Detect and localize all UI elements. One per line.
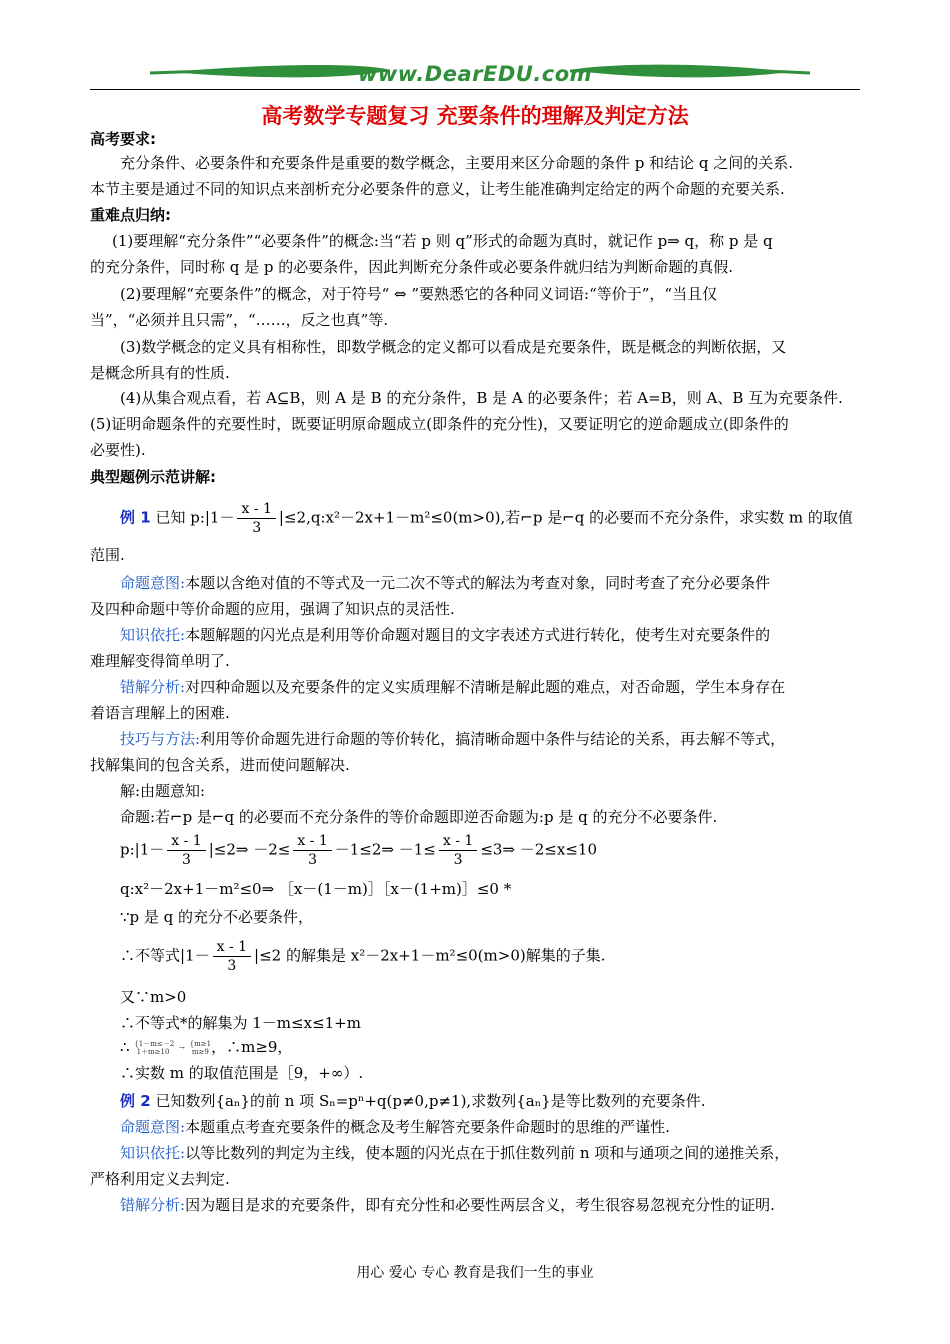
example1-basis-b: 难理解变得简单明了. <box>90 652 230 670</box>
example2-intent <box>120 1116 670 1138</box>
example1-statement <box>120 500 853 537</box>
p-part-c: －1≤2⇒ －1≤ <box>334 840 436 859</box>
solution-also: 又∵m>0 <box>120 988 187 1006</box>
example2-basis-b: 严格利用定义去判定. <box>90 1170 230 1188</box>
solution-proposition: 命题:若⌐p 是⌐q 的必要而不充分条件的等价命题即逆否命题为:p 是 q 的充分不必要条件. <box>120 808 718 826</box>
fraction <box>439 832 477 869</box>
method-text: 利用等价命题先进行命题的等价转化，搞清晰命题中条件与结论的关系，再去解不等式， <box>200 730 786 748</box>
solution-because: ∵p 是 q 的充分不必要条件， <box>120 908 314 926</box>
error-text: 对四种命题以及充要条件的定义实质理解不清晰是解此题的难点，对否命题，学生本身存在 <box>185 678 786 696</box>
key-point-4: (4)从集合观点看，若 A⊆B，则 A 是 B 的充分条件，B 是 A 的必要条件；若 A=B，则 A、B 互为充要条件. <box>120 389 843 407</box>
solution-therefore-3 <box>120 1036 292 1058</box>
fraction-denominator: 3 <box>453 852 463 868</box>
fraction <box>237 500 275 537</box>
basis-tag: 知识依托: <box>120 1144 186 1162</box>
example2-statement <box>120 1090 706 1112</box>
heading-requirements: 高考要求: <box>90 130 156 148</box>
header-rule <box>90 89 860 90</box>
system-left-row-2: 1＋m≥10 <box>136 1048 170 1056</box>
example1-label: 例 1 <box>120 508 151 527</box>
inequality-system-left: {1－m≤－2 1＋m≥10 <box>134 1040 175 1056</box>
fraction-denominator: 3 <box>308 852 317 868</box>
method-tag: 技巧与方法: <box>120 730 201 748</box>
solution-q-derivation: q:x²－2x+1－m²≤0⇒ ［x－(1－m)］［x－(1+m)］≤0 * <box>120 880 512 898</box>
req-line-1: 充分条件、必要条件和充要条件是重要的数学概念，主要用来区分命题的条件 p 和结论 q 之间的关系. <box>120 154 794 172</box>
fraction-numerator: x - 1 <box>237 500 275 519</box>
example1-intent <box>120 572 770 594</box>
example1-stmt-c: 范围. <box>90 546 125 564</box>
fraction <box>213 938 251 975</box>
example2-label: 例 2 <box>120 1092 151 1110</box>
example2-stmt: 已知数列{aₙ}的前 n 项 Sₙ=pⁿ+q(p≠0,p≠1),求数列{aₙ}是等比数列的充要条件. <box>155 1092 706 1110</box>
solution-intro: 解:由题意知: <box>120 782 206 800</box>
inequality-system-right: {m≥1 m≥9 <box>189 1040 212 1056</box>
fraction-numerator: x - 1 <box>439 832 477 851</box>
intent-text: 本题重点考查充要条件的概念及考生解答充要条件命题时的思维的严谨性. <box>185 1118 670 1136</box>
fraction-denominator: 3 <box>252 520 262 536</box>
fraction-numerator: x - 1 <box>167 832 205 851</box>
fraction <box>167 832 205 869</box>
key-point-1a: (1)要理解“充分条件”“必要条件”的概念:当“若 p 则 q”形式的命题为真时，就记作 p⇒ q，称 p 是 q <box>112 232 773 250</box>
key-point-3b: 是概念所具有的性质. <box>90 364 230 382</box>
fraction <box>293 832 331 869</box>
example1-stmt-a: 已知 p:|1－ <box>155 508 235 527</box>
error-text: 因为题目是求的充要条件，即有充分性和必要性两层含义，考生很容易忽视充分性的证明. <box>185 1196 775 1214</box>
fraction-denominator: 3 <box>182 852 191 868</box>
intent-tag: 命题意图: <box>120 574 186 592</box>
p-part-a: p:|1－ <box>120 840 165 859</box>
basis-text: 本题解题的闪光点是利用等价命题对题目的文字表述方式进行转化，使考生对充要条件的 <box>185 626 771 644</box>
example1-method-b: 找解集间的包含关系，进而使问题解决. <box>90 756 350 774</box>
basis-tag: 知识依托: <box>120 626 186 644</box>
implies-arrow: → <box>179 1044 185 1052</box>
therefore3-b: ，∴m≥9， <box>211 1038 293 1056</box>
page-title: 高考数学专题复习 充要条件的理解及判定方法 <box>261 104 689 128</box>
error-tag: 错解分析: <box>120 678 186 696</box>
solution-therefore-2: ∴不等式*的解集为 1－m≤x≤1+m <box>120 1014 361 1032</box>
fraction-denominator: 3 <box>227 958 237 974</box>
key-point-2a: (2)要理解“充要条件”的概念，对于符号“ ⇔ ”要熟悉它的各种同义词语:“等价于”，“当且仅 <box>120 285 718 303</box>
heading-examples: 典型题例示范讲解: <box>90 468 216 486</box>
req-line-2: 本节主要是通过不同的知识点来剖析充分必要条件的意义，让考生能准确判定给定的两个命题的充要关系. <box>90 180 785 198</box>
solution-therefore-1 <box>120 938 606 975</box>
therefore1-b: |≤2 的解集是 x²－2x+1－m²≤0(m>0)解集的子集. <box>254 946 606 965</box>
p-part-b: |≤2⇒ －2≤ <box>208 840 291 859</box>
solution-answer: ∴实数 m 的取值范围是［9，+∞）. <box>120 1064 364 1082</box>
example1-error <box>120 676 785 698</box>
example1-method <box>120 728 785 750</box>
fraction-numerator: x - 1 <box>293 832 331 851</box>
key-point-1b: 的充分条件，同时称 q 是 p 的必要条件，因此判断充分条件或必要条件就归结为判断命题的真假. <box>90 258 734 276</box>
example1-basis <box>120 624 770 646</box>
system-left-row-1: 1－m≤－2 <box>138 1040 175 1048</box>
therefore1-a: ∴不等式|1－ <box>120 946 210 965</box>
key-point-3a: (3)数学概念的定义具有相称性，即数学概念的定义都可以看成是充要条件，既是概念的判断依据，又 <box>120 338 787 356</box>
heading-key-points: 重难点归纳: <box>90 206 171 224</box>
example1-intent-b: 及四种命题中等价命题的应用，强调了知识点的灵活性. <box>90 600 455 618</box>
intent-tag: 命题意图: <box>120 1118 186 1136</box>
key-point-2b: 当”，“必须并且只需”，“……，反之也真”等. <box>90 311 389 329</box>
banner-logo-text: www.DearEDU.com <box>357 62 593 86</box>
key-point-5a: (5)证明命题条件的充要性时，既要证明原命题成立(即条件的充分性)，又要证明它的逆命题成立(即条件的 <box>90 415 789 433</box>
example2-basis <box>120 1142 789 1164</box>
therefore3-a: ∴ <box>120 1038 130 1056</box>
page-footer: 用心 爱心 专心 教育是我们一生的事业 <box>356 1265 594 1281</box>
error-tag: 错解分析: <box>120 1196 186 1214</box>
example1-stmt-b: |≤2,q:x²－2x+1－m²≤0(m>0),若⌐p 是⌐q 的必要而不充分条件，求实数 m 的取值 <box>278 508 853 527</box>
solution-p-derivation <box>120 832 597 869</box>
p-part-d: ≤3⇒ －2≤x≤10 <box>480 840 597 859</box>
key-point-5b: 必要性). <box>90 441 146 459</box>
fraction-numerator: x - 1 <box>213 938 251 957</box>
system-right-row-1: m≥1 <box>194 1040 212 1048</box>
system-right-row-2: m≥9 <box>191 1048 209 1056</box>
example2-error <box>120 1194 775 1216</box>
example1-error-b: 着语言理解上的困难. <box>90 704 230 722</box>
basis-text: 以等比数列的判定为主线，使本题的闪光点在于抓住数列前 n 项和与通项之间的递推关系， <box>185 1144 790 1162</box>
intent-text: 本题以含绝对值的不等式及一元二次不等式的解法为考查对象，同时考查了充分必要条件 <box>185 574 771 592</box>
